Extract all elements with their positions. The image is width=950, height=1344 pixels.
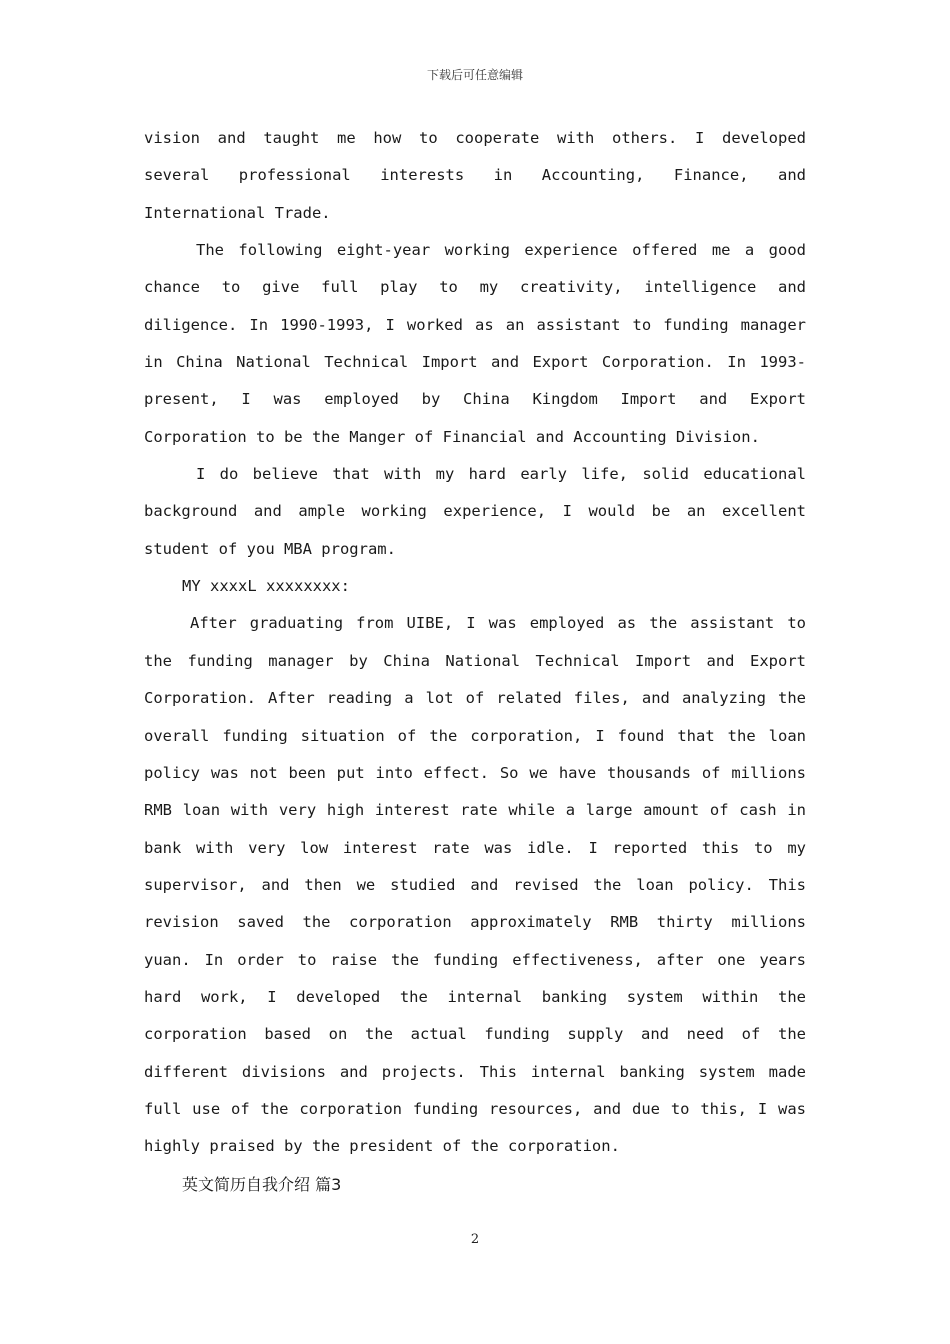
page-number: 2 xyxy=(470,1232,480,1247)
body-text-line: International Trade. xyxy=(144,203,331,222)
body-text-line: vision and taught me how to cooperate with others. I developed xyxy=(144,129,806,147)
section-label: MY xxxxL xxxxxxxx: xyxy=(182,577,350,596)
body-text-line: yuan. In order to raise the funding effectiveness, after one years xyxy=(144,950,806,969)
body-text-line: hard work, I developed the internal banking system within the xyxy=(144,987,806,1006)
section-heading: 英文简历自我介绍 篇3 xyxy=(182,1174,342,1194)
body-text-line: present, I was employed by China Kingdom Import and Export xyxy=(144,390,806,409)
document-body xyxy=(144,120,806,1203)
body-text-line: After graduating from UIBE, I was employed as the assistant to xyxy=(190,614,806,633)
body-text-line: student of you MBA program. xyxy=(144,539,396,558)
body-text-line: I do believe that with my hard early life, solid educational xyxy=(196,465,806,484)
body-text-line: diligence. In 1990-1993, I worked as an assistant to funding manager xyxy=(144,315,806,334)
body-text-line: overall funding situation of the corporation, I found that the loan xyxy=(144,726,806,745)
body-text-line: policy was not been put into effect. So we have thousands of millions xyxy=(144,763,806,782)
body-text-line: in China National Technical Import and Export Corporation. In 1993- xyxy=(144,353,806,372)
body-text-line: revision saved the corporation approximately RMB thirty millions xyxy=(144,913,806,932)
body-text-line: chance to give full play to my creativity, intelligence and xyxy=(144,278,806,297)
page-header: 下载后可任意编辑 xyxy=(426,68,523,82)
body-text-line: bank with very low interest rate was idle. I reported this to my xyxy=(144,838,806,857)
body-text-line: supervisor, and then we studied and revised the loan policy. This xyxy=(144,875,806,894)
body-text-line: the funding manager by China National Technical Import and Export xyxy=(144,651,806,670)
body-text-line: different divisions and projects. This internal banking system made xyxy=(144,1062,806,1081)
body-text-line: RMB loan with very high interest rate while a large amount of cash in xyxy=(144,801,806,820)
body-text-line: The following eight-year working experience offered me a good xyxy=(196,241,806,260)
body-text-line: Corporation to be the Manger of Financial and Accounting Division. xyxy=(144,427,760,446)
body-text-line: Corporation. After reading a lot of related files, and analyzing the xyxy=(144,689,806,708)
body-text-line: full use of the corporation funding resources, and due to this, I was xyxy=(144,1099,806,1118)
body-text-line: corporation based on the actual funding supply and need of the xyxy=(144,1025,806,1044)
body-text-line: highly praised by the president of the corporation. xyxy=(144,1137,620,1156)
body-text-line: background and ample working experience, I would be an excellent xyxy=(144,502,806,521)
body-text-line: several professional interests in Accounting, Finance, and xyxy=(144,166,806,185)
